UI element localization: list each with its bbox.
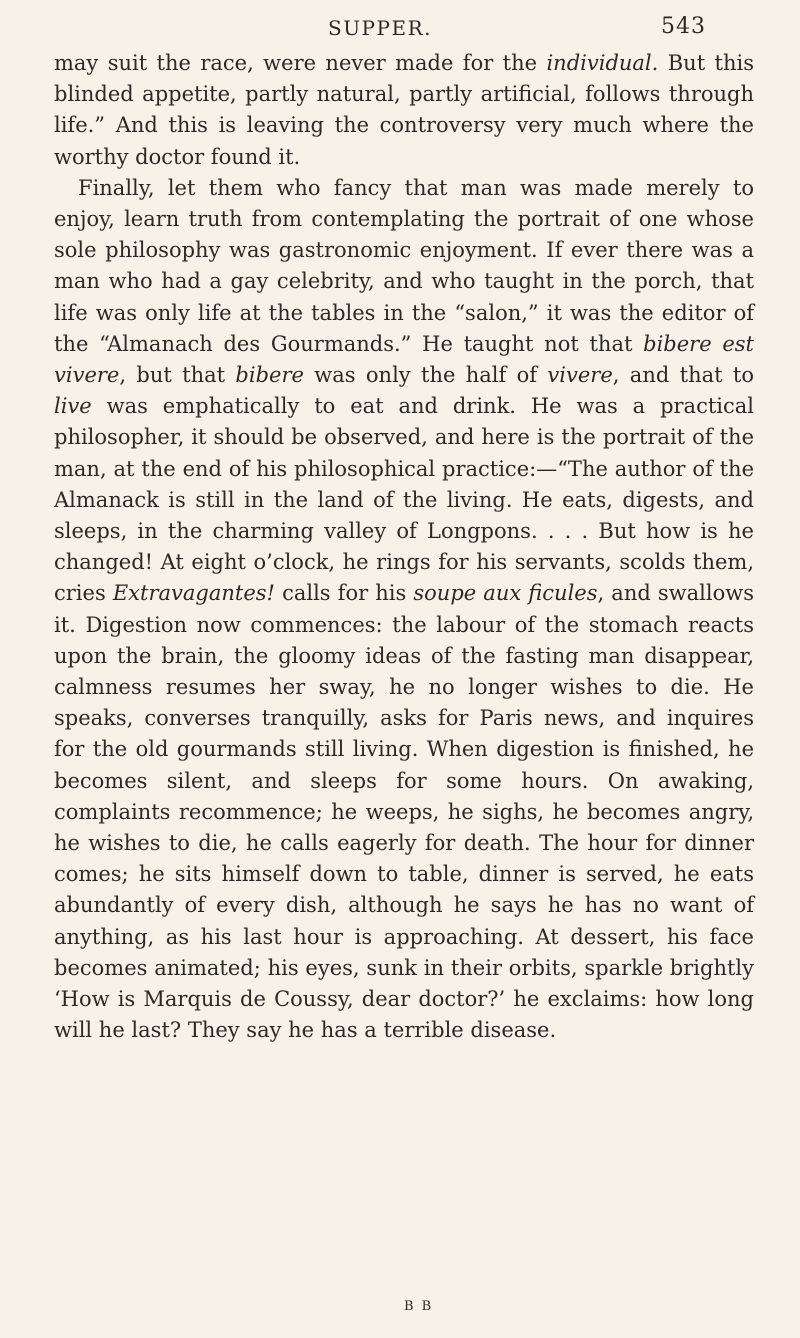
paragraph-2 <box>54 173 754 1047</box>
italic-live: live <box>54 394 92 419</box>
italic-bibere-est-vivere: bibere est vivere <box>54 331 754 388</box>
paragraph-2-text-2: , but that <box>119 363 236 388</box>
running-head: SUPPER. <box>328 16 432 40</box>
page-header <box>0 4 800 44</box>
page-number: 543 <box>661 14 706 39</box>
paragraph-2-text-1: Finally, let them who fancy that man was made merely to enjoy, learn truth from contemplating the portrait of one whose sole philosophy was gastronomic enjoyment. If ever there was a man who had a gay celebrity, and who taught in the porch, that life was only life at the tables in the “salon,” it was the editor of the “Almanach des Gourmands.” He taught not that <box>54 175 754 356</box>
italic-individual: individual. <box>546 51 659 75</box>
paragraph-2-text-5: was emphatically to eat and drink. He was a practical philosopher, it should be observed, and here is the portrait of the man, at the end of his philosophical practice:—“The author of the Almanack is still in the land of the living. He eats, digests, and sleeps, in the charming valley of Longpons. . . . But how is he changed! At eight o’clock, he rings for his servants, scolds them, cries <box>54 394 754 606</box>
signature-mark: B B <box>404 1299 434 1314</box>
italic-extravagantes: Extravagantes! <box>112 581 275 606</box>
italic-vivere: vivere <box>547 363 613 388</box>
paragraph-2-text-4: , and that to <box>612 363 754 388</box>
paragraph-1 <box>54 48 754 173</box>
body-text <box>54 48 754 1047</box>
paragraph-2-text-3: was only the half of <box>303 363 548 388</box>
paragraph-1-text-1: may suit the race, were never made for the <box>54 51 547 75</box>
italic-bibere: bibere <box>235 363 304 388</box>
paragraph-2-text-6: calls for his <box>274 581 414 606</box>
italic-soupe-aux-ficules: soupe aux ficules <box>413 581 598 606</box>
paragraph-2-text-7: , and swallows it. Digestion now commences: the labour of the stomach reacts upon the brain, the gloomy ideas of the fasting man disappear, calmness resumes her sway, he no longer wishes to die. He speaks, converses tranquilly, asks for Paris news, and inquires for the old gourmands still living. When digestion is finished, he becomes silent, and sleeps for some hours. On awaking, complaints recommence; he weeps, he sighs, he becomes angry, he wishes to die, he calls eagerly for death. The hour for dinner comes; he sits himself down to table, dinner is served, he eats abundantly of every dish, although he says he has no want of anything, as his last hour is approaching. At dessert, his face becomes animated; his eyes, sunk in their orbits, sparkle brightly ‘How is Marquis de Coussy, dear doctor?’ he exclaims: how long will he last? They say he has a terrible disease. <box>54 581 754 1043</box>
paragraph-1-text-2: But this blinded appetite, partly natural, partly artificial, follows through life.” And this is leaving the controversy very much where the worthy doctor found it. <box>54 51 754 169</box>
